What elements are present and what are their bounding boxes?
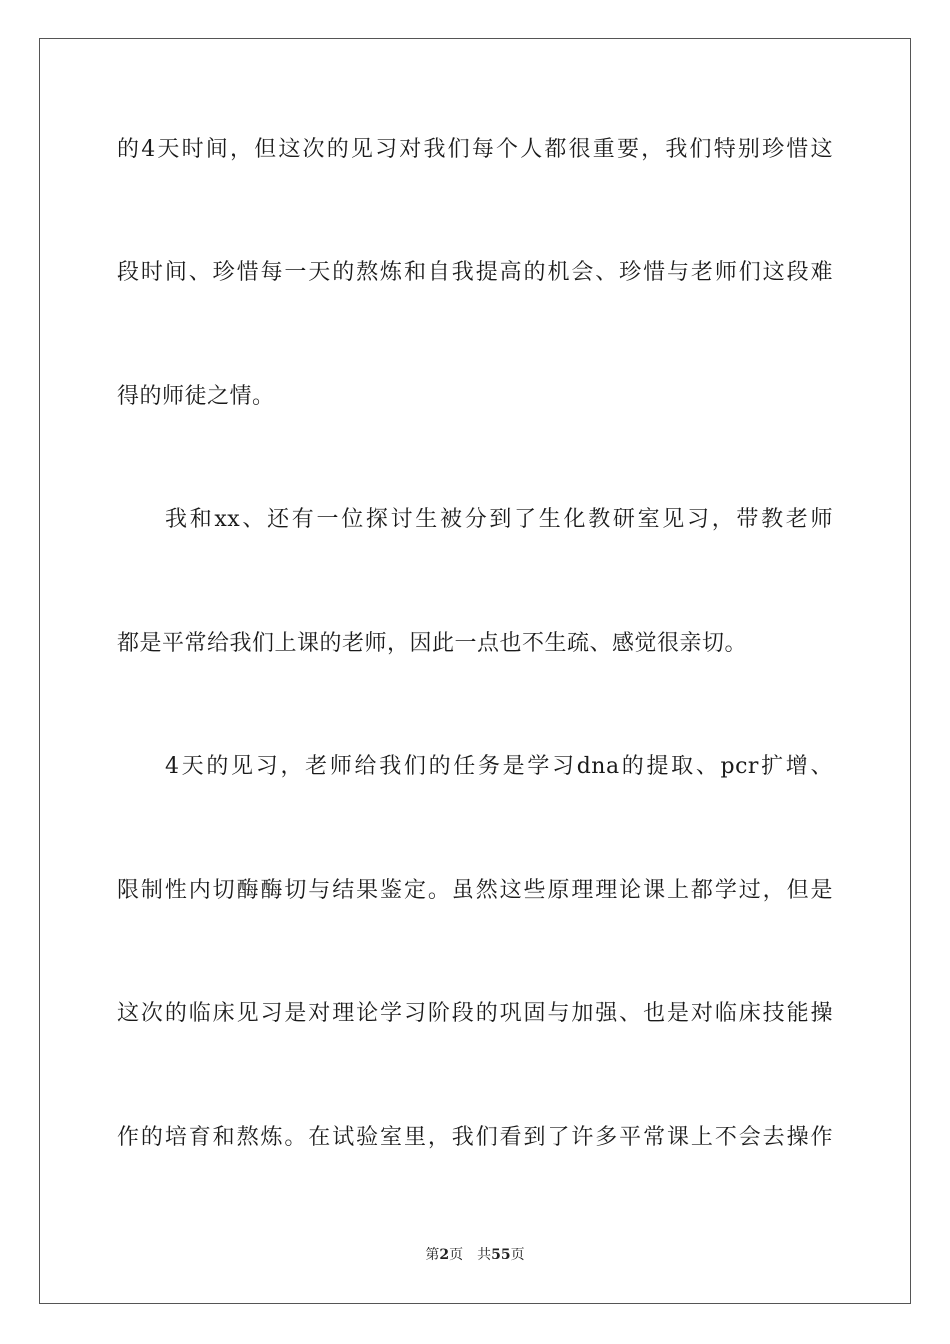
page-frame xyxy=(39,38,911,1304)
body-text-line: 的4天时间，但这次的见习对我们每个人都很重要，我们特别珍惜这 xyxy=(117,137,833,162)
total-pages: 55 xyxy=(491,1247,511,1263)
page-number-suffix: 页 xyxy=(449,1247,464,1263)
page-footer xyxy=(0,1246,950,1264)
body-text-line: 这次的临床见习是对理论学习阶段的巩固与加强、也是对临床技能操 xyxy=(117,1001,833,1026)
body-text-line: 限制性内切酶酶切与结果鉴定。虽然这些原理理论课上都学过，但是 xyxy=(117,878,833,903)
body-text-line: 我和xx、还有一位探讨生被分到了生化教研室见习，带教老师 xyxy=(165,507,833,532)
total-pages-prefix: 共 xyxy=(477,1247,492,1263)
body-text-line: 都是平常给我们上课的老师，因此一点也不生疏、感觉很亲切。 xyxy=(117,631,748,656)
body-text-line: 作的培育和熬炼。在试验室里，我们看到了许多平常课上不会去操作 xyxy=(117,1125,833,1150)
body-text-line: 段时间、珍惜每一天的熬炼和自我提高的机会、珍惜与老师们这段难 xyxy=(117,260,833,285)
page-number-prefix: 第 xyxy=(425,1247,440,1263)
body-text-line: 4天的见习，老师给我们的任务是学习dna的提取、pcr扩增、 xyxy=(165,754,833,779)
body-text-line: 得的师徒之情。 xyxy=(117,384,275,409)
total-pages-suffix: 页 xyxy=(510,1247,525,1263)
page-number: 2 xyxy=(439,1247,450,1263)
